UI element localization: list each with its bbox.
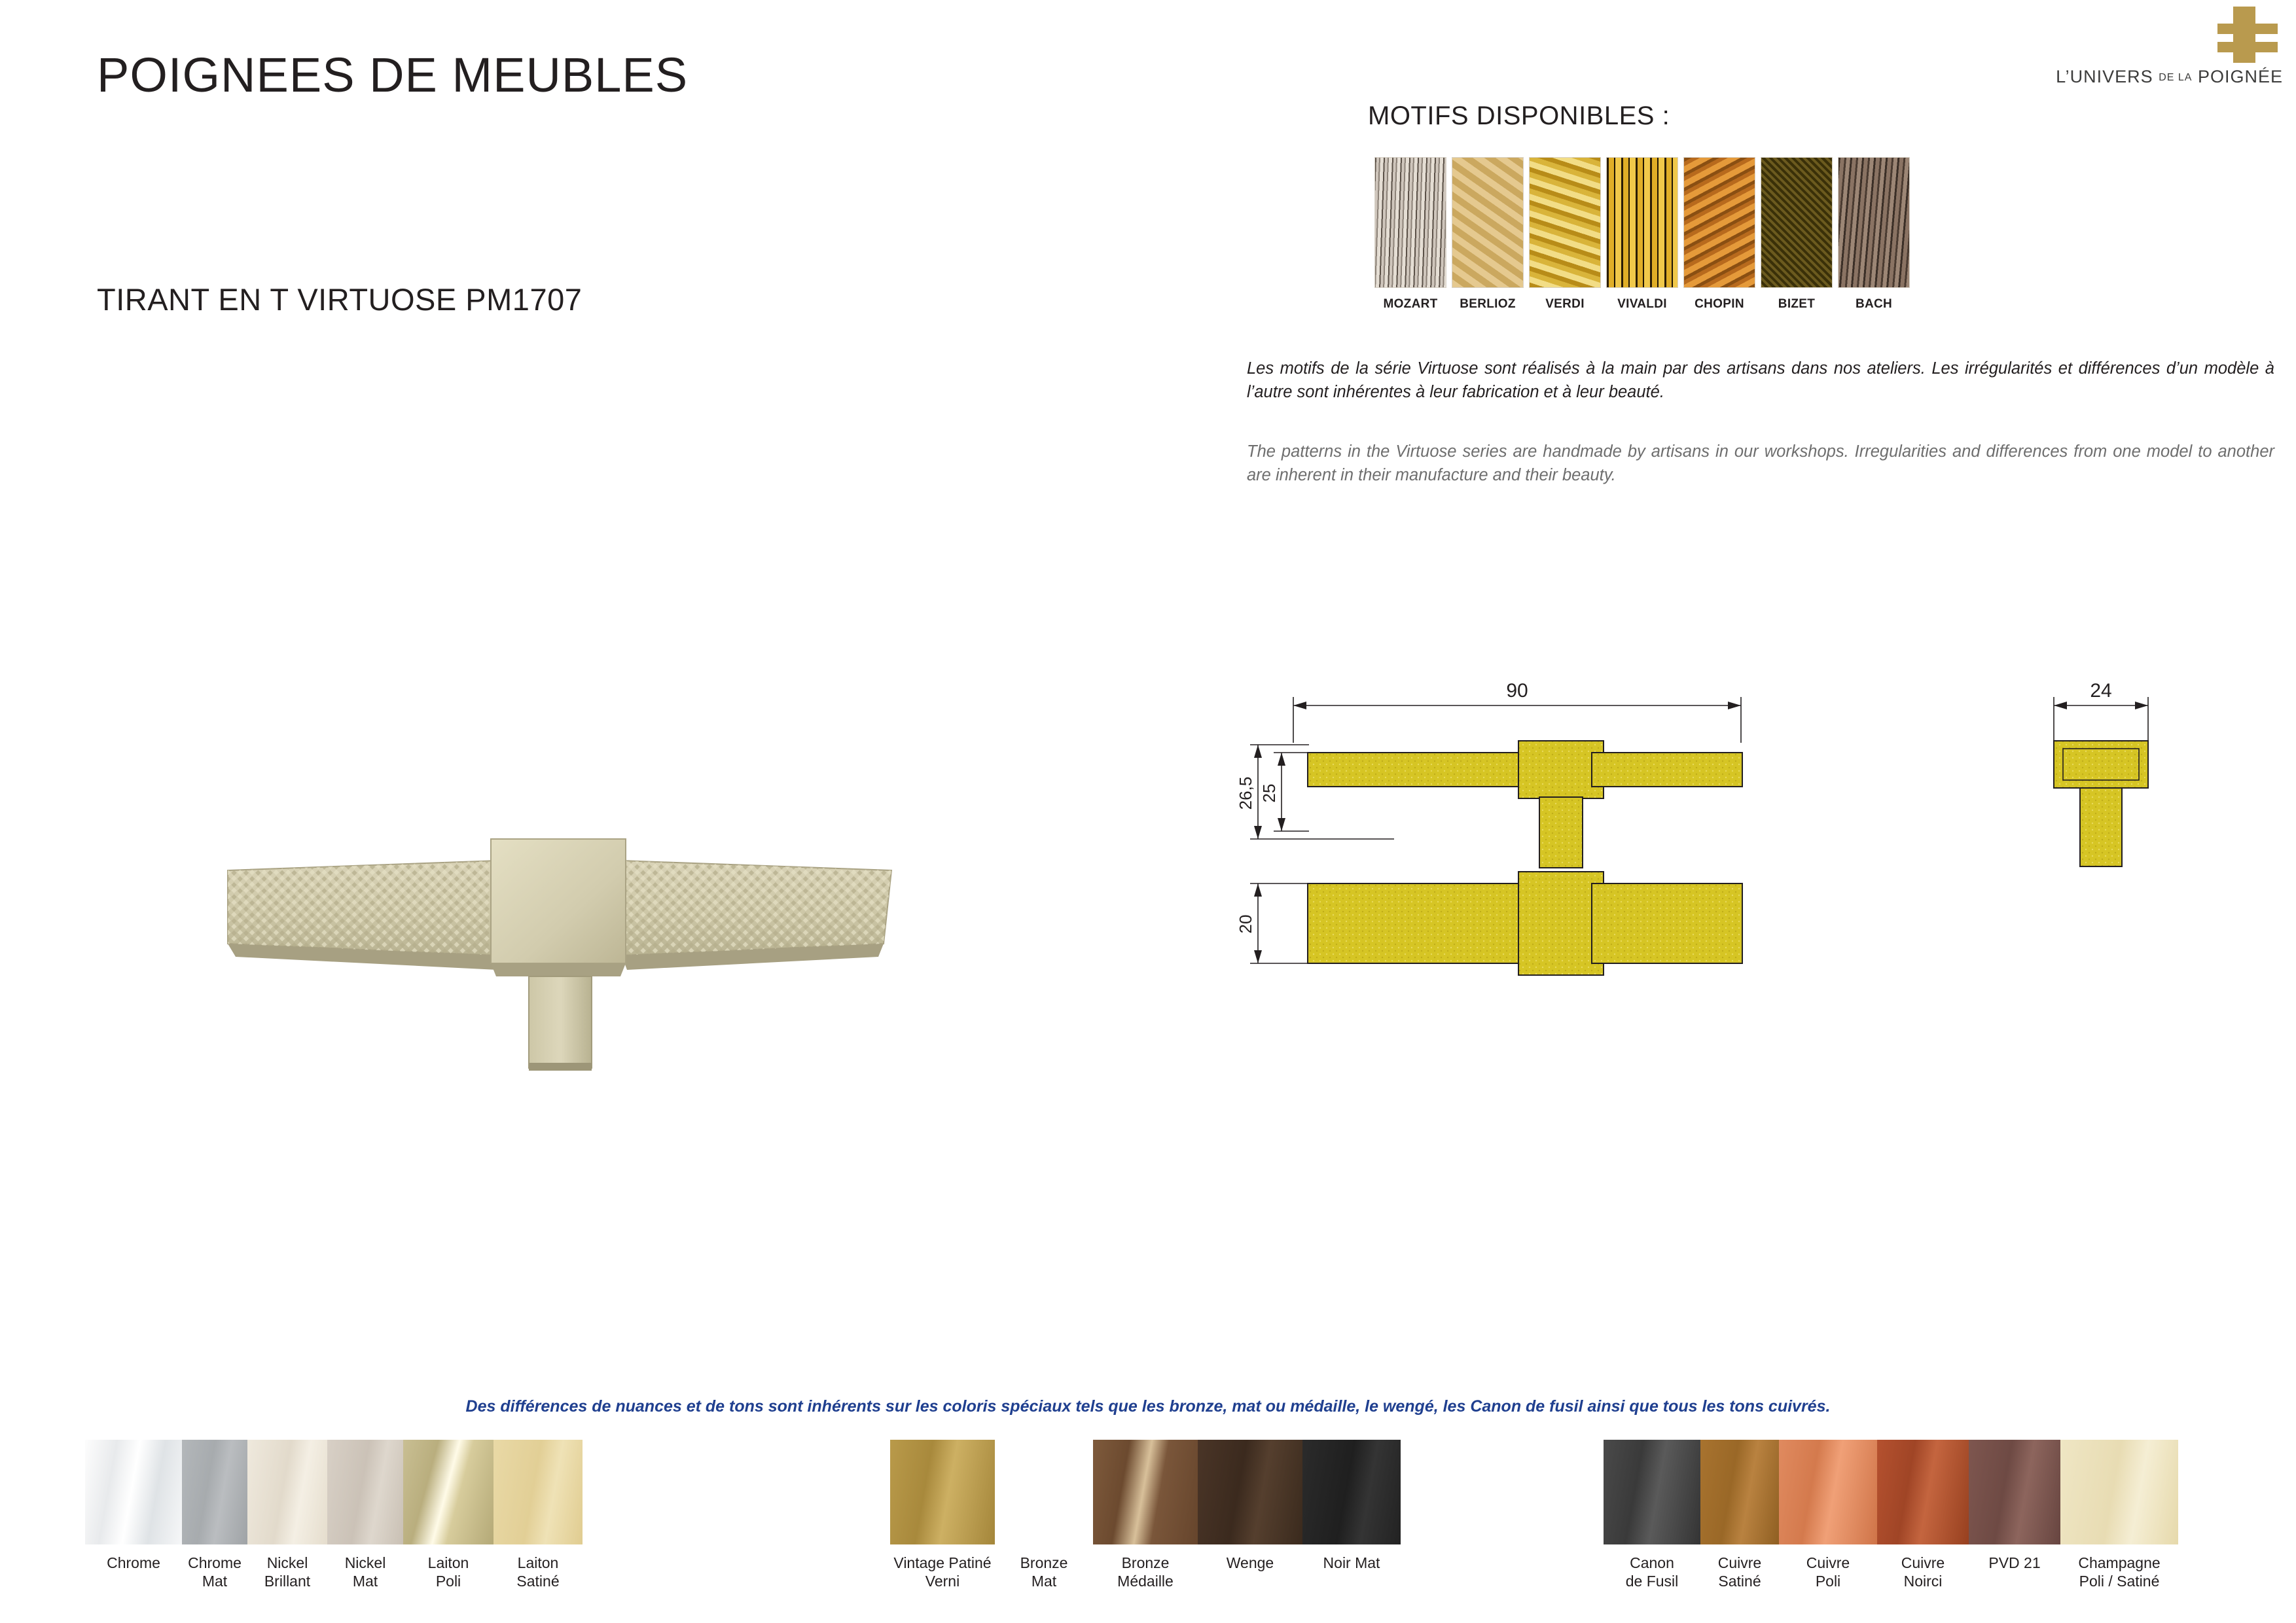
finish-label: Vintage Patiné Verni	[893, 1554, 992, 1590]
finish-item[interactable]	[182, 1440, 247, 1590]
finish-item[interactable]	[2060, 1440, 2178, 1590]
finish-swatch	[995, 1440, 1093, 1544]
finish-item[interactable]	[995, 1440, 1093, 1590]
finish-label: Bronze Médaille	[1117, 1554, 1174, 1590]
motif-swatch	[1683, 157, 1755, 288]
finish-swatch	[1700, 1440, 1779, 1544]
finish-item[interactable]	[1969, 1440, 2060, 1590]
motif-label: BACH	[1855, 297, 1893, 311]
finish-item[interactable]	[1877, 1440, 1969, 1590]
finish-item[interactable]	[85, 1440, 182, 1590]
finish-item[interactable]	[1700, 1440, 1779, 1590]
technical-drawings	[1230, 668, 2251, 1211]
motif-swatch	[1374, 157, 1446, 288]
motif-item[interactable]	[1761, 157, 1833, 312]
finish-swatch	[1969, 1440, 2060, 1544]
motif-label: CHOPIN	[1695, 297, 1744, 311]
finish-label: Cuivre Poli	[1806, 1554, 1850, 1590]
dim-label-depth: 24	[2090, 680, 2112, 702]
finish-label: Cuivre Noirci	[1901, 1554, 1945, 1590]
finish-label: Cuivre Satiné	[1717, 1554, 1762, 1590]
finish-label: Bronze Mat	[1020, 1554, 1068, 1590]
finish-swatch	[1093, 1440, 1198, 1544]
finish-label: PVD 21	[1988, 1554, 2041, 1571]
finish-group-standard	[85, 1440, 583, 1590]
product-photo	[216, 792, 903, 1093]
bottom-note: Des différences de nuances et de tons sont inhérents sur les coloris spéciaux tels que les bronze, mat ou médaille, le wengé, les Canon de fusil ainsi que tous les tons cuivrés.	[465, 1397, 1831, 1416]
motif-swatch	[1606, 157, 1678, 288]
motif-item[interactable]	[1683, 157, 1755, 312]
finish-swatch	[2060, 1440, 2178, 1544]
motif-item[interactable]	[1374, 157, 1446, 312]
logo-mark-icon	[2217, 7, 2278, 63]
finish-label: Chrome Mat	[188, 1554, 242, 1590]
finish-item[interactable]	[493, 1440, 583, 1590]
product-photo-svg	[216, 792, 903, 1093]
logo-text-part1: L’UNIVERS	[2056, 67, 2153, 86]
finish-label: Canon de Fusil	[1625, 1554, 1679, 1590]
finish-swatch	[1877, 1440, 1969, 1544]
finish-swatch	[1779, 1440, 1877, 1544]
motif-swatch	[1452, 157, 1524, 288]
finish-item[interactable]	[1604, 1440, 1700, 1590]
finish-item[interactable]	[327, 1440, 403, 1590]
finish-swatch	[247, 1440, 327, 1544]
finish-swatch	[85, 1440, 182, 1544]
motif-item[interactable]	[1606, 157, 1678, 312]
finish-item[interactable]	[403, 1440, 493, 1590]
finish-swatch	[327, 1440, 403, 1544]
finish-swatch	[182, 1440, 247, 1544]
finish-label: Noir Mat	[1323, 1554, 1380, 1571]
logo-text-part2: POIGNÉE	[2197, 67, 2283, 86]
page-title: POIGNEES DE MEUBLES	[97, 48, 689, 102]
notice-french: Les motifs de la série Virtuose sont réalisés à la main par des artisans dans nos ateliers. Les irrégularités et différences d’un modèle à l’autre sont inhérentes à leur fabrication et à leur beauté.	[1247, 359, 2274, 402]
motifs-title: MOTIFS DISPONIBLES :	[1368, 101, 1670, 130]
finish-label: Laiton Satiné	[516, 1554, 560, 1590]
finish-label: Laiton Poli	[427, 1554, 469, 1590]
motif-swatch	[1529, 157, 1601, 288]
finish-label: Nickel Mat	[344, 1554, 386, 1590]
motif-label: MOZART	[1383, 297, 1438, 311]
motif-label: BIZET	[1778, 297, 1816, 311]
finish-swatch	[890, 1440, 995, 1544]
finish-label: Wenge	[1226, 1554, 1274, 1571]
technical-drawings-svg	[1230, 668, 2251, 1211]
brand-logo	[2021, 7, 2283, 87]
motif-swatch	[1838, 157, 1910, 288]
motif-item[interactable]	[1838, 157, 1910, 312]
motif-item[interactable]	[1452, 157, 1524, 312]
finish-swatch	[403, 1440, 493, 1544]
finish-item[interactable]	[1302, 1440, 1401, 1590]
finish-label: Champagne Poli / Satiné	[2078, 1554, 2161, 1590]
finish-item[interactable]	[1093, 1440, 1198, 1590]
dim-label-height-inner: 25	[1259, 783, 1279, 803]
finish-item[interactable]	[1198, 1440, 1302, 1590]
finish-item[interactable]	[1779, 1440, 1877, 1590]
finish-item[interactable]	[890, 1440, 995, 1590]
finish-group-special	[890, 1440, 1401, 1590]
motif-swatch-row	[1374, 157, 1910, 312]
logo-text-small: DE LA	[2159, 71, 2193, 83]
motif-swatch	[1761, 157, 1833, 288]
dim-label-width: 90	[1506, 680, 1528, 702]
finish-item[interactable]	[247, 1440, 327, 1590]
finish-swatch	[493, 1440, 583, 1544]
dim-label-height-front: 20	[1236, 914, 1255, 934]
finish-label: Chrome	[107, 1554, 160, 1571]
finish-label: Nickel Brillant	[264, 1554, 311, 1590]
notice-english: The patterns in the Virtuose series are handmade by artisans in our workshops. Irregularities and differences from one model to another are inherent in their manufacture and their beauty.	[1247, 442, 2274, 485]
finish-group-metal	[1604, 1440, 2178, 1590]
motif-label: VIVALDI	[1617, 297, 1667, 311]
finish-swatch	[1604, 1440, 1700, 1544]
motif-item[interactable]	[1529, 157, 1601, 312]
finish-swatch	[1198, 1440, 1302, 1544]
logo-text	[2021, 67, 2283, 87]
motif-label: BERLIOZ	[1460, 297, 1516, 311]
motif-label: VERDI	[1545, 297, 1585, 311]
finish-swatch	[1302, 1440, 1401, 1544]
dim-label-height-total: 26,5	[1236, 776, 1255, 810]
product-title: TIRANT EN T VIRTUOSE PM1707	[97, 282, 583, 317]
